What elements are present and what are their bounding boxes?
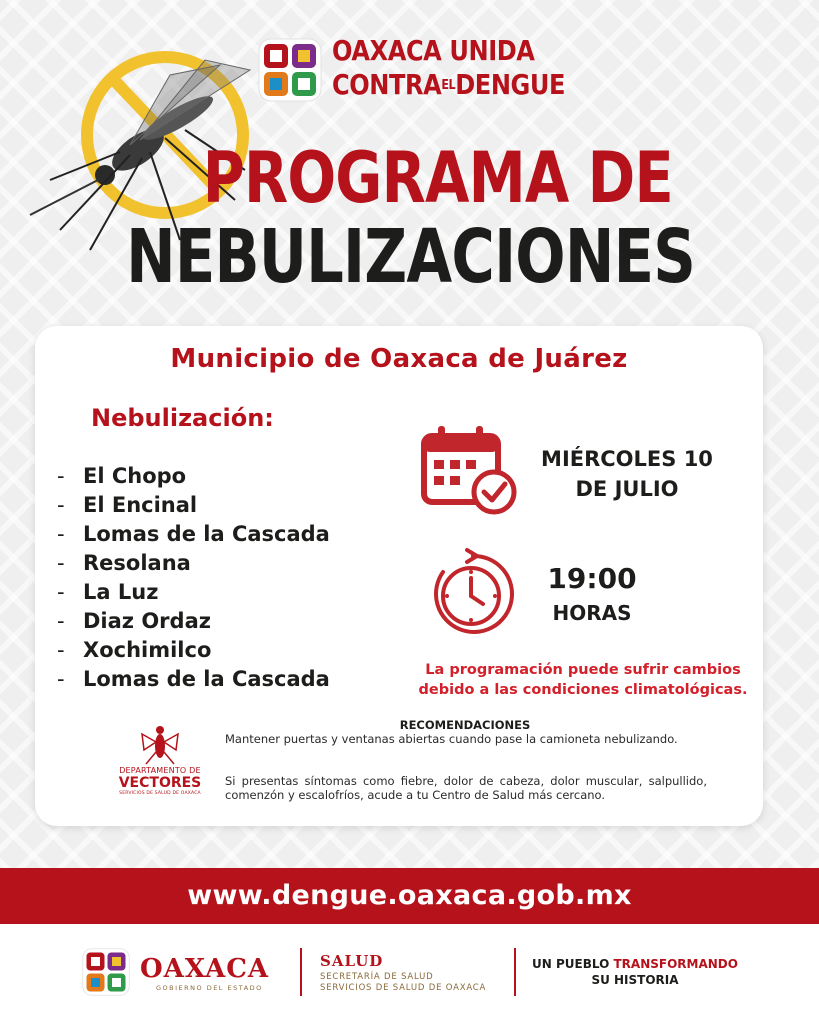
municipio-heading: Municipio de Oaxaca de Juárez [170,344,628,374]
footer-secretaria: SECRETARÍA DE SALUD SERVICIOS DE SALUD DE OAXACA [320,972,487,993]
list-item: - El Chopo [57,464,187,488]
time-value: 19:00 [547,562,637,595]
date-text: MIÉRCOLES 10 DE JULIO [541,447,713,501]
recommendation-2: Si presentas síntomas como fiebre, dolor de cabeza, dolor muscular, salpullido, comenzón y escalofríos, acude a tu Centro de Salud más cercano. [225,774,707,802]
time-unit: HORAS [552,601,632,625]
nebulizacion-label: Nebulización: [91,404,274,432]
info-card [35,326,763,826]
list-item: - Lomas de la Cascada [57,667,330,691]
colonias-list [57,462,330,694]
list-item: - Resolana [57,551,191,575]
list-item: - Lomas de la Cascada [57,522,330,546]
campaign-title: OAXACA UNIDA CONTRAELDENGUE [332,34,566,101]
schedule-notice: La programación puede sufrir cambios debido a las condiciones climatológicas. [418,662,748,698]
clock-icon [427,546,517,638]
footer-divider [300,948,302,996]
list-item: - El Encinal [57,493,198,517]
oaxaca-logo-icon [82,948,130,996]
website-link[interactable]: www.dengue.oaxaca.gob.mx [0,868,819,924]
mosquito-vectores-icon [138,722,182,766]
recommendation-1: Mantener puertas y ventanas abiertas cuando pase la camioneta nebulizando. [225,732,678,746]
program-title-line2: NEBULIZACIONES [126,214,696,300]
list-item: - La Luz [57,580,159,604]
footer-gobierno: GOBIERNO DEL ESTADO [156,984,263,992]
vectores-logo: DEPARTAMENTO DE VECTORES SERVICIOS DE SALUD DE OAXACA [105,722,215,796]
footer [0,924,819,1024]
list-item: - Diaz Ordaz [57,609,211,633]
footer-divider [514,948,516,996]
calendar-check-icon [420,422,520,518]
program-title-line1: PROGRAMA DE [202,137,673,219]
list-item: - Xochimilco [57,638,212,662]
recomendaciones-title: RECOMENDACIONES [399,718,531,732]
footer-slogan: UN PUEBLO TRANSFORMANDO SU HISTORIA [532,957,738,987]
footer-salud: SALUD [320,952,384,970]
footer-oaxaca: OAXACA [140,954,270,984]
